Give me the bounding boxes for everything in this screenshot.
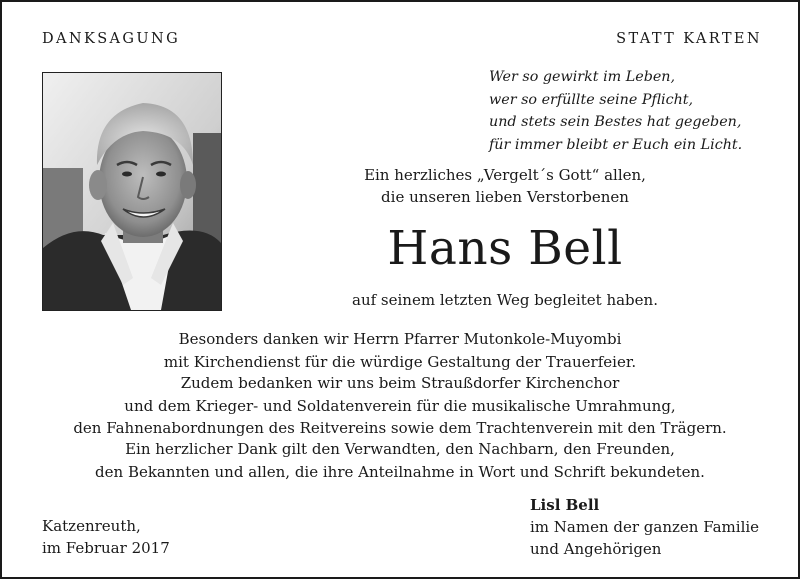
signature-line: im Namen der ganzen Familie [530, 518, 760, 536]
portrait-photo [42, 72, 222, 311]
paragraph-line: Ein herzlicher Dank gilt den Verwandten, den Nachbarn, den Freunden, [125, 440, 675, 458]
thanks-paragraph-relatives [2, 438, 798, 483]
poem-line: für immer bleibt er Euch ein Licht. [489, 136, 743, 153]
intro-line: die unseren lieben Verstorbenen [381, 188, 629, 206]
intro-text [252, 164, 758, 208]
intro-line: Ein herzliches „Vergelt´s Gott“ allen, [364, 166, 646, 184]
paragraph-line: Besonders danken wir Herrn Pfarrer Mutonkole-Muyombi [178, 330, 622, 348]
after-name-text: auf seinem letzten Weg begleitet haben. [352, 291, 658, 309]
thanks-paragraph-priest [2, 328, 798, 373]
poem-line: und stets sein Bestes hat gegeben, [489, 114, 742, 130]
place: Katzenreuth, [42, 517, 141, 535]
paragraph-line: und dem Krieger- und Soldatenverein für die musikalische Umrahmung, [124, 396, 676, 415]
paragraph-line: den Bekannten und allen, die ihre Anteilnahme in Wort und Schrift bekundeten. [95, 462, 705, 481]
poem-line: Wer so gewirkt im Leben, [489, 69, 676, 85]
signature-block [530, 494, 759, 560]
signer-name: Lisl Bell [530, 496, 600, 514]
poem [489, 66, 789, 156]
portrait-illustration [43, 73, 221, 310]
paragraph-line: mit Kirchendienst für die würdige Gestaltung der Trauerfeier. [163, 352, 637, 371]
place-date [42, 515, 170, 559]
deceased-name: Hans Bell [387, 221, 623, 276]
thanks-paragraph-associations [2, 372, 798, 440]
paragraph-line: Zudem bedanken wir uns beim Straußdorfer Kirchenchor [180, 374, 620, 392]
header-statt-karten: STATT KARTEN [616, 31, 762, 47]
poem-line: wer so erfüllte seine Pflicht, [489, 91, 694, 108]
signature-line: und Angehörigen [530, 540, 662, 558]
date: im Februar 2017 [42, 539, 170, 557]
header-danksagung: DANKSAGUNG [42, 31, 181, 47]
paragraph-line: den Fahnenabordnungen des Reitvereins sowie dem Trachtenverein mit den Trägern. [73, 419, 727, 437]
